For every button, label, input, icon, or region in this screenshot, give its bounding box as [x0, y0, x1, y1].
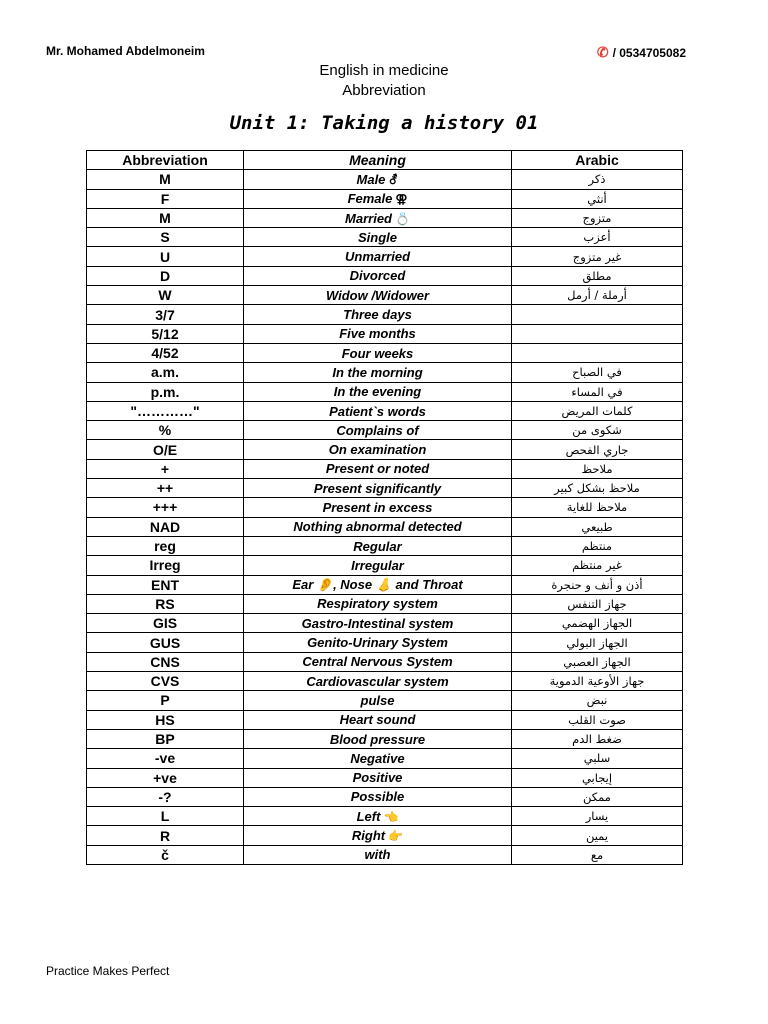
- meaning-cell: [244, 286, 512, 305]
- abbreviation-cell: HS: [87, 710, 244, 729]
- arabic-cell: مع: [512, 845, 683, 864]
- abbreviation-cell: F: [87, 189, 244, 208]
- meaning-cell: [244, 652, 512, 671]
- meaning-icon: ⚦: [388, 172, 399, 187]
- abbreviation-cell: 4/52: [87, 343, 244, 362]
- abbreviation-cell: P: [87, 691, 244, 710]
- abbreviation-cell: RS: [87, 594, 244, 613]
- table-row: [87, 729, 683, 748]
- table-row: [87, 189, 683, 208]
- meaning-text: Cardiovascular system: [306, 673, 449, 689]
- abbreviation-cell: U: [87, 247, 244, 266]
- abbreviation-cell: reg: [87, 536, 244, 555]
- abbreviation-cell: p.m.: [87, 382, 244, 401]
- table-row: [87, 575, 683, 594]
- meaning-text: Ear 👂, Nose 👃 and Throat: [292, 576, 463, 592]
- subtitle-topic: Abbreviation: [342, 82, 426, 99]
- table-row: [87, 556, 683, 575]
- meaning-cell: [244, 440, 512, 459]
- table-row: [87, 652, 683, 671]
- arabic-cell: الجهاز العصبي: [512, 652, 683, 671]
- table-row: [87, 517, 683, 536]
- meaning-cell: [244, 382, 512, 401]
- meaning-icon: ⚢: [395, 192, 408, 207]
- column-header-abbreviation: Abbreviation: [87, 151, 244, 170]
- meaning-cell: [244, 729, 512, 748]
- arabic-cell: غير متزوج: [512, 247, 683, 266]
- abbreviation-cell: S: [87, 228, 244, 247]
- meaning-text: Present in excess: [322, 499, 433, 515]
- meaning-cell: [244, 517, 512, 536]
- meaning-cell: [244, 247, 512, 266]
- arabic-cell: طبيعي: [512, 517, 683, 536]
- arabic-cell: ضغط الدم: [512, 729, 683, 748]
- arabic-cell: جهاز الأوعية الدموية: [512, 672, 683, 691]
- abbreviation-cell: +ve: [87, 768, 244, 787]
- meaning-cell: [244, 170, 512, 189]
- arabic-cell: الجهاز البولي: [512, 633, 683, 652]
- arabic-cell: جاري الفحص: [512, 440, 683, 459]
- meaning-cell: [244, 633, 512, 652]
- meaning-cell: [244, 305, 512, 324]
- meaning-icon: 👉: [388, 829, 404, 844]
- meaning-cell: [244, 807, 512, 826]
- arabic-cell: ملاحظ للغاية: [512, 498, 683, 517]
- abbreviation-cell: M: [87, 208, 244, 227]
- table-row: [87, 401, 683, 420]
- subtitle-course: English in medicine: [319, 62, 449, 79]
- meaning-cell: [244, 208, 512, 227]
- abbreviation-cell: a.m.: [87, 363, 244, 382]
- meaning-text: Three days: [343, 307, 412, 323]
- abbreviation-cell: D: [87, 266, 244, 285]
- arabic-cell: غير منتظم: [512, 556, 683, 575]
- table-row: [87, 208, 683, 227]
- arabic-cell: أذن و أنف و حنجرة: [512, 575, 683, 594]
- abbreviation-cell: O/E: [87, 440, 244, 459]
- meaning-text: Respiratory system: [317, 596, 438, 612]
- arabic-cell: يمين: [512, 826, 683, 845]
- arabic-cell: أعزب: [512, 228, 683, 247]
- abbreviation-cell: -?: [87, 787, 244, 806]
- meaning-cell: [244, 324, 512, 343]
- meaning-cell: [244, 845, 512, 864]
- meaning-text: Irregular: [351, 557, 404, 573]
- meaning-icon: 👈: [383, 809, 399, 824]
- abbreviation-cell: %: [87, 421, 244, 440]
- meaning-cell: [244, 479, 512, 498]
- meaning-cell: [244, 594, 512, 613]
- arabic-cell: شكوى من: [512, 421, 683, 440]
- table-row: [87, 826, 683, 845]
- meaning-cell: [244, 710, 512, 729]
- table-row: [87, 787, 683, 806]
- meaning-cell: [244, 749, 512, 768]
- table-row: [87, 305, 683, 324]
- meaning-text: Regular: [353, 538, 402, 554]
- column-header-arabic: Arabic: [512, 151, 683, 170]
- abbreviation-cell: L: [87, 807, 244, 826]
- phone-icon: ✆: [596, 44, 609, 60]
- abbreviation-cell: 3/7: [87, 305, 244, 324]
- meaning-text: Widow /Widower: [325, 287, 430, 303]
- table-row: [87, 363, 683, 382]
- meaning-cell: [244, 768, 512, 787]
- table-body: [87, 170, 683, 865]
- meaning-text: Female: [347, 191, 393, 207]
- arabic-cell: [512, 324, 683, 343]
- meaning-text: On examination: [328, 442, 427, 458]
- abbreviation-cell: GIS: [87, 614, 244, 633]
- arabic-cell: يسار: [512, 807, 683, 826]
- meaning-cell: [244, 189, 512, 208]
- arabic-cell: نبض: [512, 691, 683, 710]
- abbreviation-cell: ENT: [87, 575, 244, 594]
- meaning-text: Left: [356, 808, 381, 824]
- abbreviation-cell: GUS: [87, 633, 244, 652]
- meaning-cell: [244, 787, 512, 806]
- arabic-cell: [512, 305, 683, 324]
- meaning-text: pulse: [360, 692, 395, 708]
- table-row: [87, 440, 683, 459]
- meaning-text: Positive: [352, 770, 403, 786]
- arabic-cell: ذكر: [512, 170, 683, 189]
- table-row: [87, 421, 683, 440]
- arabic-cell: سلبي: [512, 749, 683, 768]
- abbreviation-cell: +: [87, 459, 244, 478]
- meaning-text: Present significantly: [313, 480, 442, 496]
- meaning-cell: [244, 459, 512, 478]
- meaning-cell: [244, 421, 512, 440]
- meaning-text: Heart sound: [339, 712, 416, 728]
- meaning-cell: [244, 672, 512, 691]
- meaning-text: Married: [345, 210, 392, 226]
- arabic-cell: ملاحظ بشكل كبير: [512, 479, 683, 498]
- meaning-cell: [244, 556, 512, 575]
- meaning-text: Negative: [350, 750, 405, 766]
- table-row: [87, 672, 683, 691]
- table-row: [87, 247, 683, 266]
- abbreviation-cell: W: [87, 286, 244, 305]
- meaning-cell: [244, 363, 512, 382]
- table-row: [87, 691, 683, 710]
- arabic-cell: ملاحظ: [512, 459, 683, 478]
- arabic-cell: في الصباح: [512, 363, 683, 382]
- meaning-text: Gastro-Intestinal system: [301, 615, 454, 631]
- meaning-text: Five months: [339, 326, 416, 342]
- table-row: [87, 498, 683, 517]
- meaning-text: In the evening: [333, 384, 422, 400]
- arabic-cell: إيجابي: [512, 768, 683, 787]
- abbreviation-cell: +++: [87, 498, 244, 517]
- abbreviation-cell: č: [87, 845, 244, 864]
- meaning-text: Four weeks: [341, 345, 414, 361]
- unit-title: Unit 1: Taking a history 01: [229, 112, 539, 134]
- meaning-cell: [244, 498, 512, 517]
- arabic-cell: جهاز التنفس: [512, 594, 683, 613]
- abbreviation-cell: ++: [87, 479, 244, 498]
- arabic-cell: ممكن: [512, 787, 683, 806]
- arabic-cell: كلمات المريض: [512, 401, 683, 420]
- table-row: [87, 479, 683, 498]
- meaning-text: Possible: [350, 789, 405, 805]
- arabic-cell: في المساء: [512, 382, 683, 401]
- table-row: [87, 768, 683, 787]
- abbreviation-cell: BP: [87, 729, 244, 748]
- table-row: [87, 633, 683, 652]
- abbreviation-cell: CVS: [87, 672, 244, 691]
- meaning-text: Present or noted: [325, 461, 430, 477]
- meaning-text: Genito-Urinary System: [307, 635, 448, 651]
- table-row: [87, 594, 683, 613]
- abbreviation-cell: NAD: [87, 517, 244, 536]
- meaning-text: In the morning: [332, 364, 423, 380]
- table-row: [87, 614, 683, 633]
- table-row: [87, 845, 683, 864]
- meaning-text: Right: [351, 828, 386, 844]
- arabic-cell: أرملة / أرمل: [512, 286, 683, 305]
- meaning-text: Male: [356, 171, 386, 187]
- meaning-text: Patient`s words: [329, 403, 426, 419]
- table-row: [87, 266, 683, 285]
- meaning-cell: [244, 228, 512, 247]
- arabic-cell: مطلق: [512, 266, 683, 285]
- meaning-cell: [244, 401, 512, 420]
- arabic-cell: متزوج: [512, 208, 683, 227]
- meaning-text: Blood pressure: [329, 731, 426, 747]
- table-row: [87, 536, 683, 555]
- arabic-cell: [512, 343, 683, 362]
- table-row: [87, 710, 683, 729]
- meaning-text: Complains of: [336, 422, 419, 438]
- table-row: [87, 324, 683, 343]
- arabic-cell: منتظم: [512, 536, 683, 555]
- footer-text: Practice Makes Perfect: [46, 964, 170, 978]
- table-header-row: [87, 151, 683, 170]
- meaning-text: Single: [357, 229, 397, 245]
- meaning-text: Unmarried: [344, 249, 411, 265]
- meaning-text: Nothing abnormal detected: [293, 519, 462, 535]
- table-row: [87, 286, 683, 305]
- meaning-cell: [244, 614, 512, 633]
- meaning-text: Central Nervous System: [302, 654, 453, 670]
- author-name: Mr. Mohamed Abdelmoneim: [46, 44, 205, 58]
- arabic-cell: الجهاز الهضمي: [512, 614, 683, 633]
- column-header-meaning: Meaning: [244, 151, 512, 170]
- meaning-cell: [244, 343, 512, 362]
- meaning-cell: [244, 536, 512, 555]
- arabic-cell: صوت القلب: [512, 710, 683, 729]
- table-row: [87, 749, 683, 768]
- arabic-cell: أنثي: [512, 189, 683, 208]
- abbreviation-cell: R: [87, 826, 244, 845]
- abbreviation-table: [86, 150, 683, 865]
- abbreviation-cell: 5/12: [87, 324, 244, 343]
- abbreviation-cell: Irreg: [87, 556, 244, 575]
- phone-text: / 0534705082: [612, 45, 686, 60]
- meaning-cell: [244, 826, 512, 845]
- meaning-cell: [244, 691, 512, 710]
- table-row: [87, 228, 683, 247]
- meaning-icon: 💍: [395, 211, 410, 226]
- abbreviation-cell: CNS: [87, 652, 244, 671]
- table-row: [87, 459, 683, 478]
- meaning-text: with: [364, 847, 391, 863]
- meaning-cell: [244, 575, 512, 594]
- phone-number: [597, 44, 686, 61]
- meaning-text: Divorced: [349, 268, 406, 284]
- table-row: [87, 343, 683, 362]
- meaning-cell: [244, 266, 512, 285]
- abbreviation-cell: -ve: [87, 749, 244, 768]
- table-row: [87, 382, 683, 401]
- table-row: [87, 170, 683, 189]
- abbreviation-cell: "…………": [87, 401, 244, 420]
- table-row: [87, 807, 683, 826]
- abbreviation-cell: M: [87, 170, 244, 189]
